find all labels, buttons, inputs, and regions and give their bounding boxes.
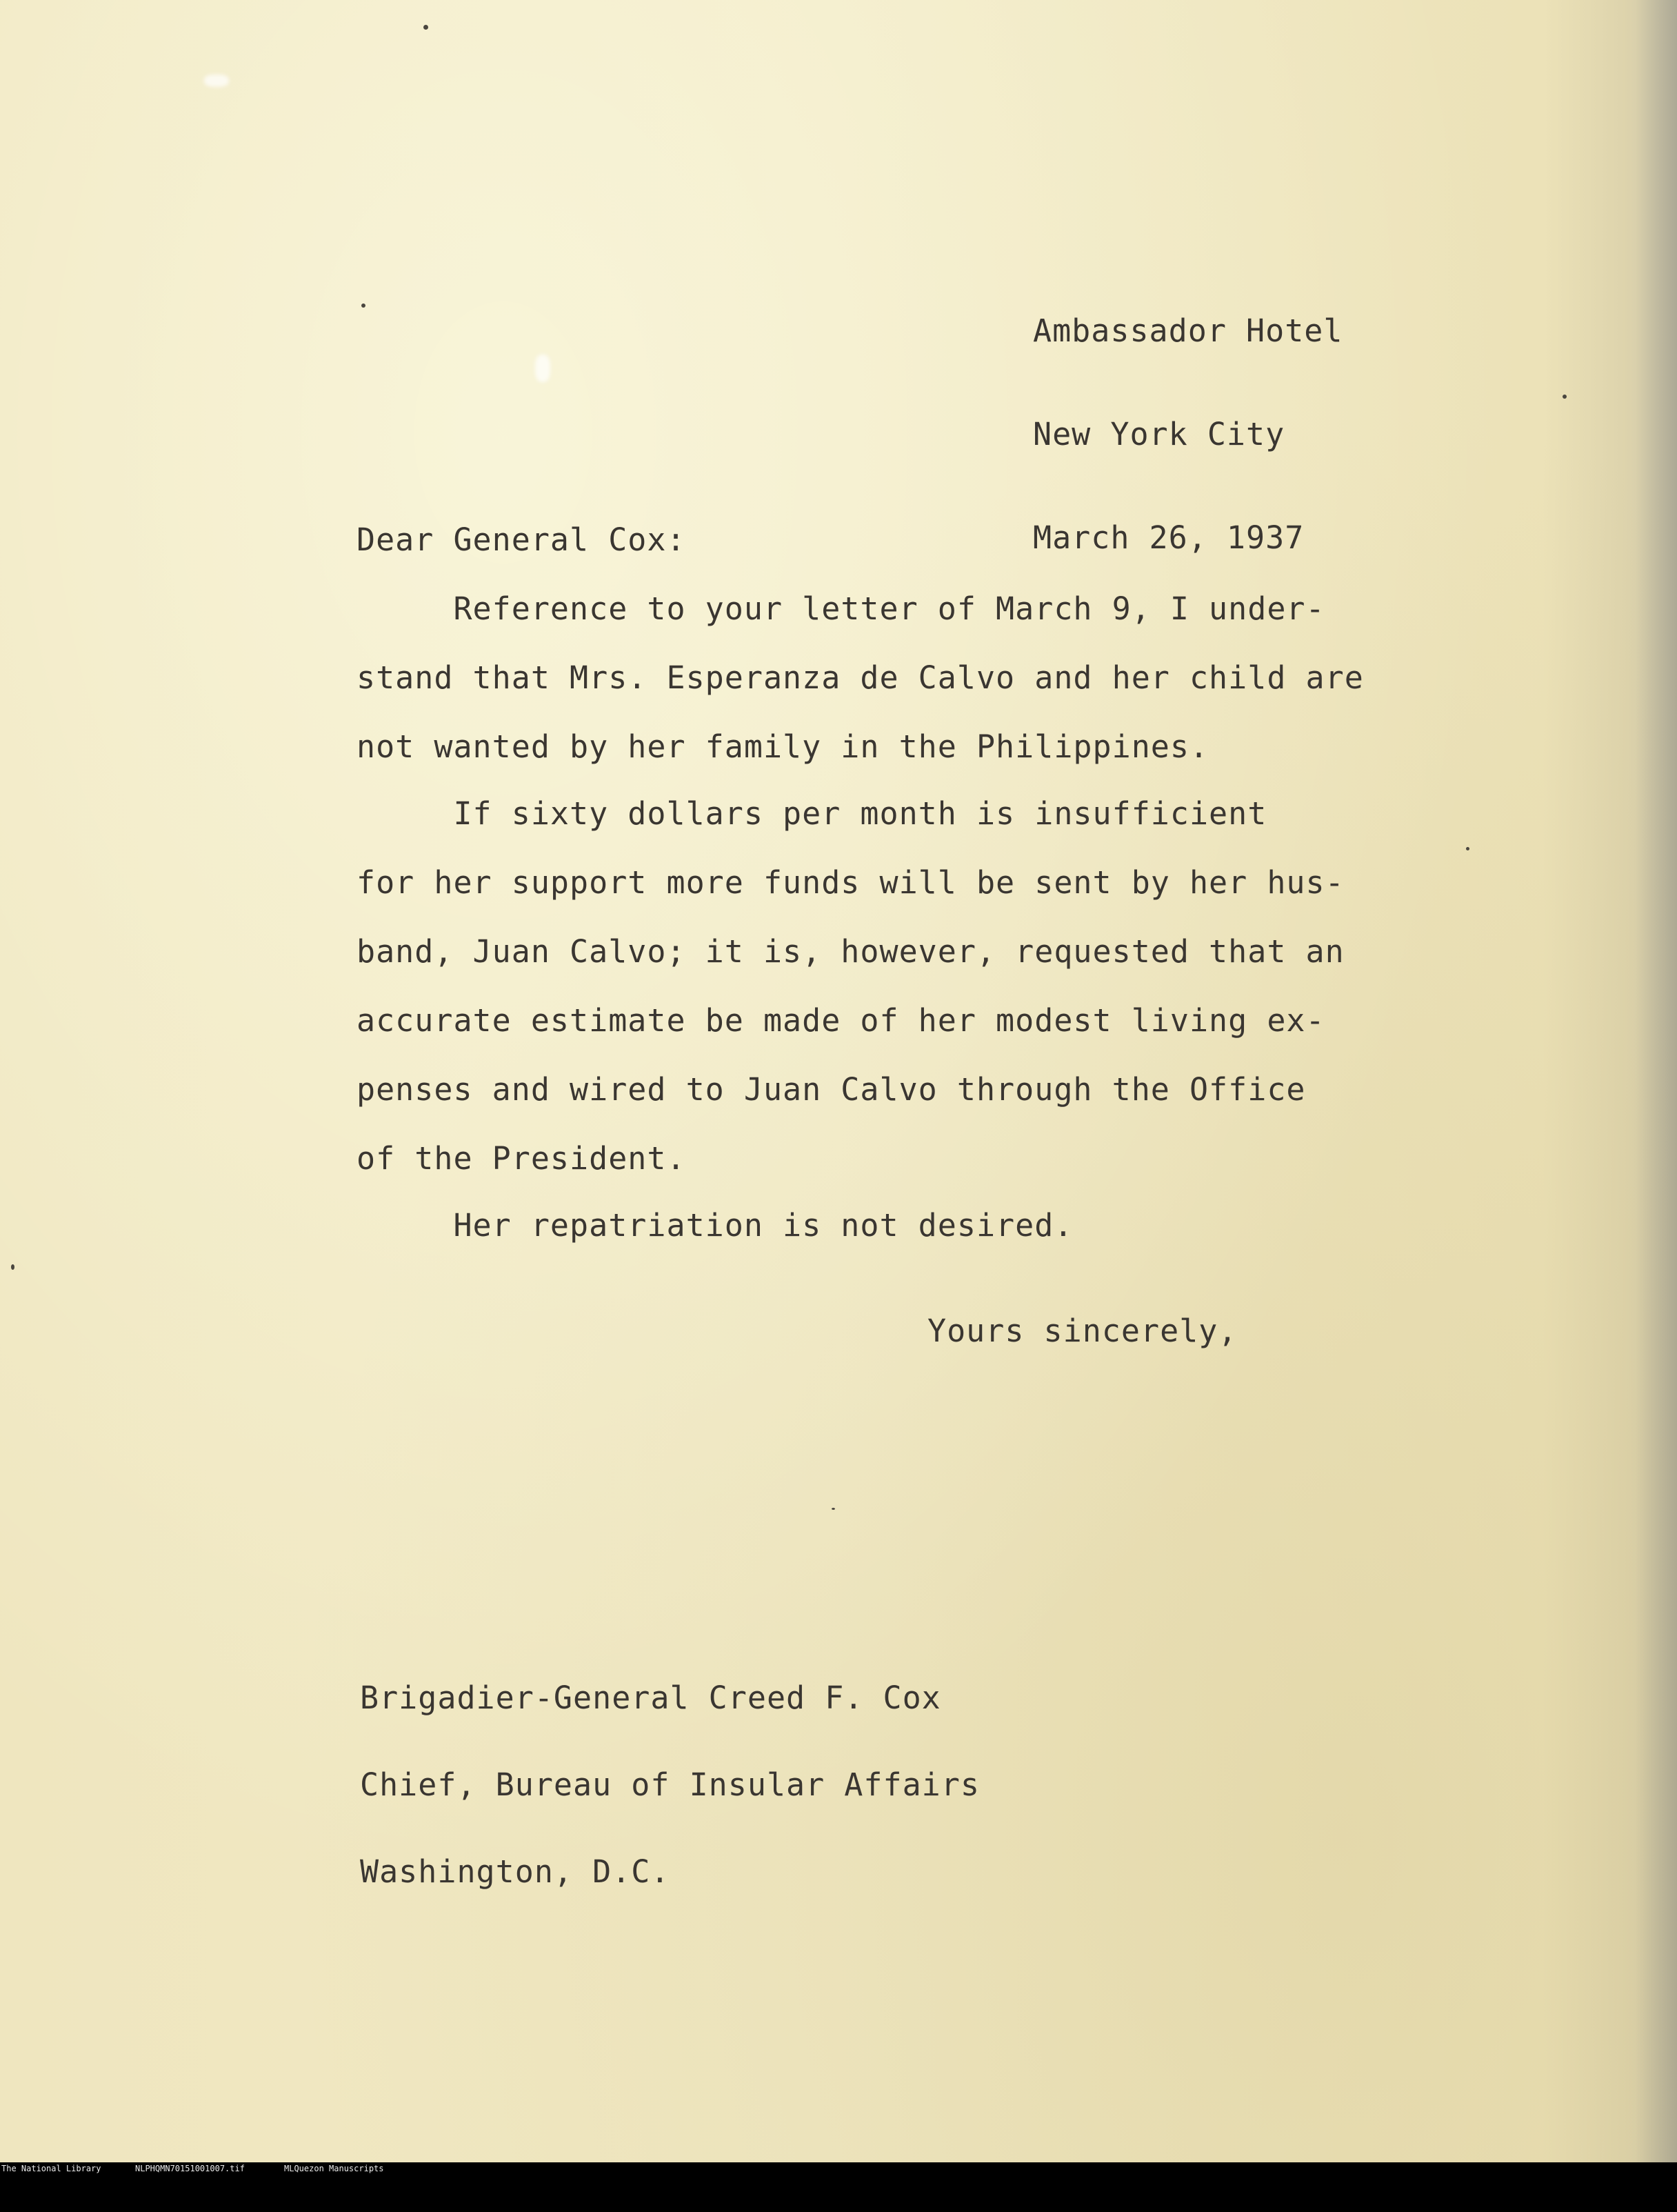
header-line-date: March 26, 1937	[1033, 519, 1305, 556]
header-line-hotel: Ambassador Hotel	[1033, 312, 1343, 349]
paper-speck	[423, 25, 428, 30]
body-line: Reference to your letter of March 9, I under-	[357, 590, 1325, 627]
recipient-title: Chief, Bureau of Insular Affairs	[360, 1766, 980, 1803]
archive-footer	[0, 2162, 1677, 2175]
paper-speck	[1466, 847, 1469, 850]
closing: Yours sincerely,	[927, 1313, 1238, 1349]
footer-file: NLPHQMN70151001007.tif	[135, 2164, 245, 2173]
paper-scuff	[204, 74, 229, 87]
paper-speck	[1563, 395, 1567, 399]
paper-scuff	[535, 355, 550, 382]
paper-speck	[11, 1264, 14, 1270]
body-line: for her support more funds will be sent by her hus-	[357, 864, 1345, 901]
body-line: of the President.	[357, 1140, 686, 1177]
paper-speck	[832, 1508, 835, 1510]
body-line: stand that Mrs. Esperanza de Calvo and her child are	[357, 659, 1364, 696]
salutation: Dear General Cox:	[357, 521, 686, 558]
footer-collection: MLQuezon Manuscripts	[284, 2164, 384, 2173]
body-line: accurate estimate be made of her modest living ex-	[357, 1002, 1325, 1039]
footer-library: The National Library	[1, 2164, 101, 2173]
letter-header	[1033, 245, 1343, 624]
body-line: penses and wired to Juan Calvo through the Office	[357, 1071, 1306, 1108]
body-line: band, Juan Calvo; it is, however, requested that an	[357, 933, 1345, 970]
paper-speck	[361, 303, 365, 308]
recipient-name: Brigadier-General Creed F. Cox	[360, 1680, 941, 1716]
recipient-address	[360, 1626, 980, 1944]
page-edge-shadow	[1636, 0, 1677, 2162]
header-line-city: New York City	[1033, 416, 1285, 452]
body-line: Her repatriation is not desired.	[357, 1207, 1074, 1244]
body-line: If sixty dollars per month is insufficient	[357, 795, 1267, 832]
recipient-location: Washington, D.C.	[360, 1853, 670, 1890]
body-line: not wanted by her family in the Philippines.	[357, 728, 1209, 765]
